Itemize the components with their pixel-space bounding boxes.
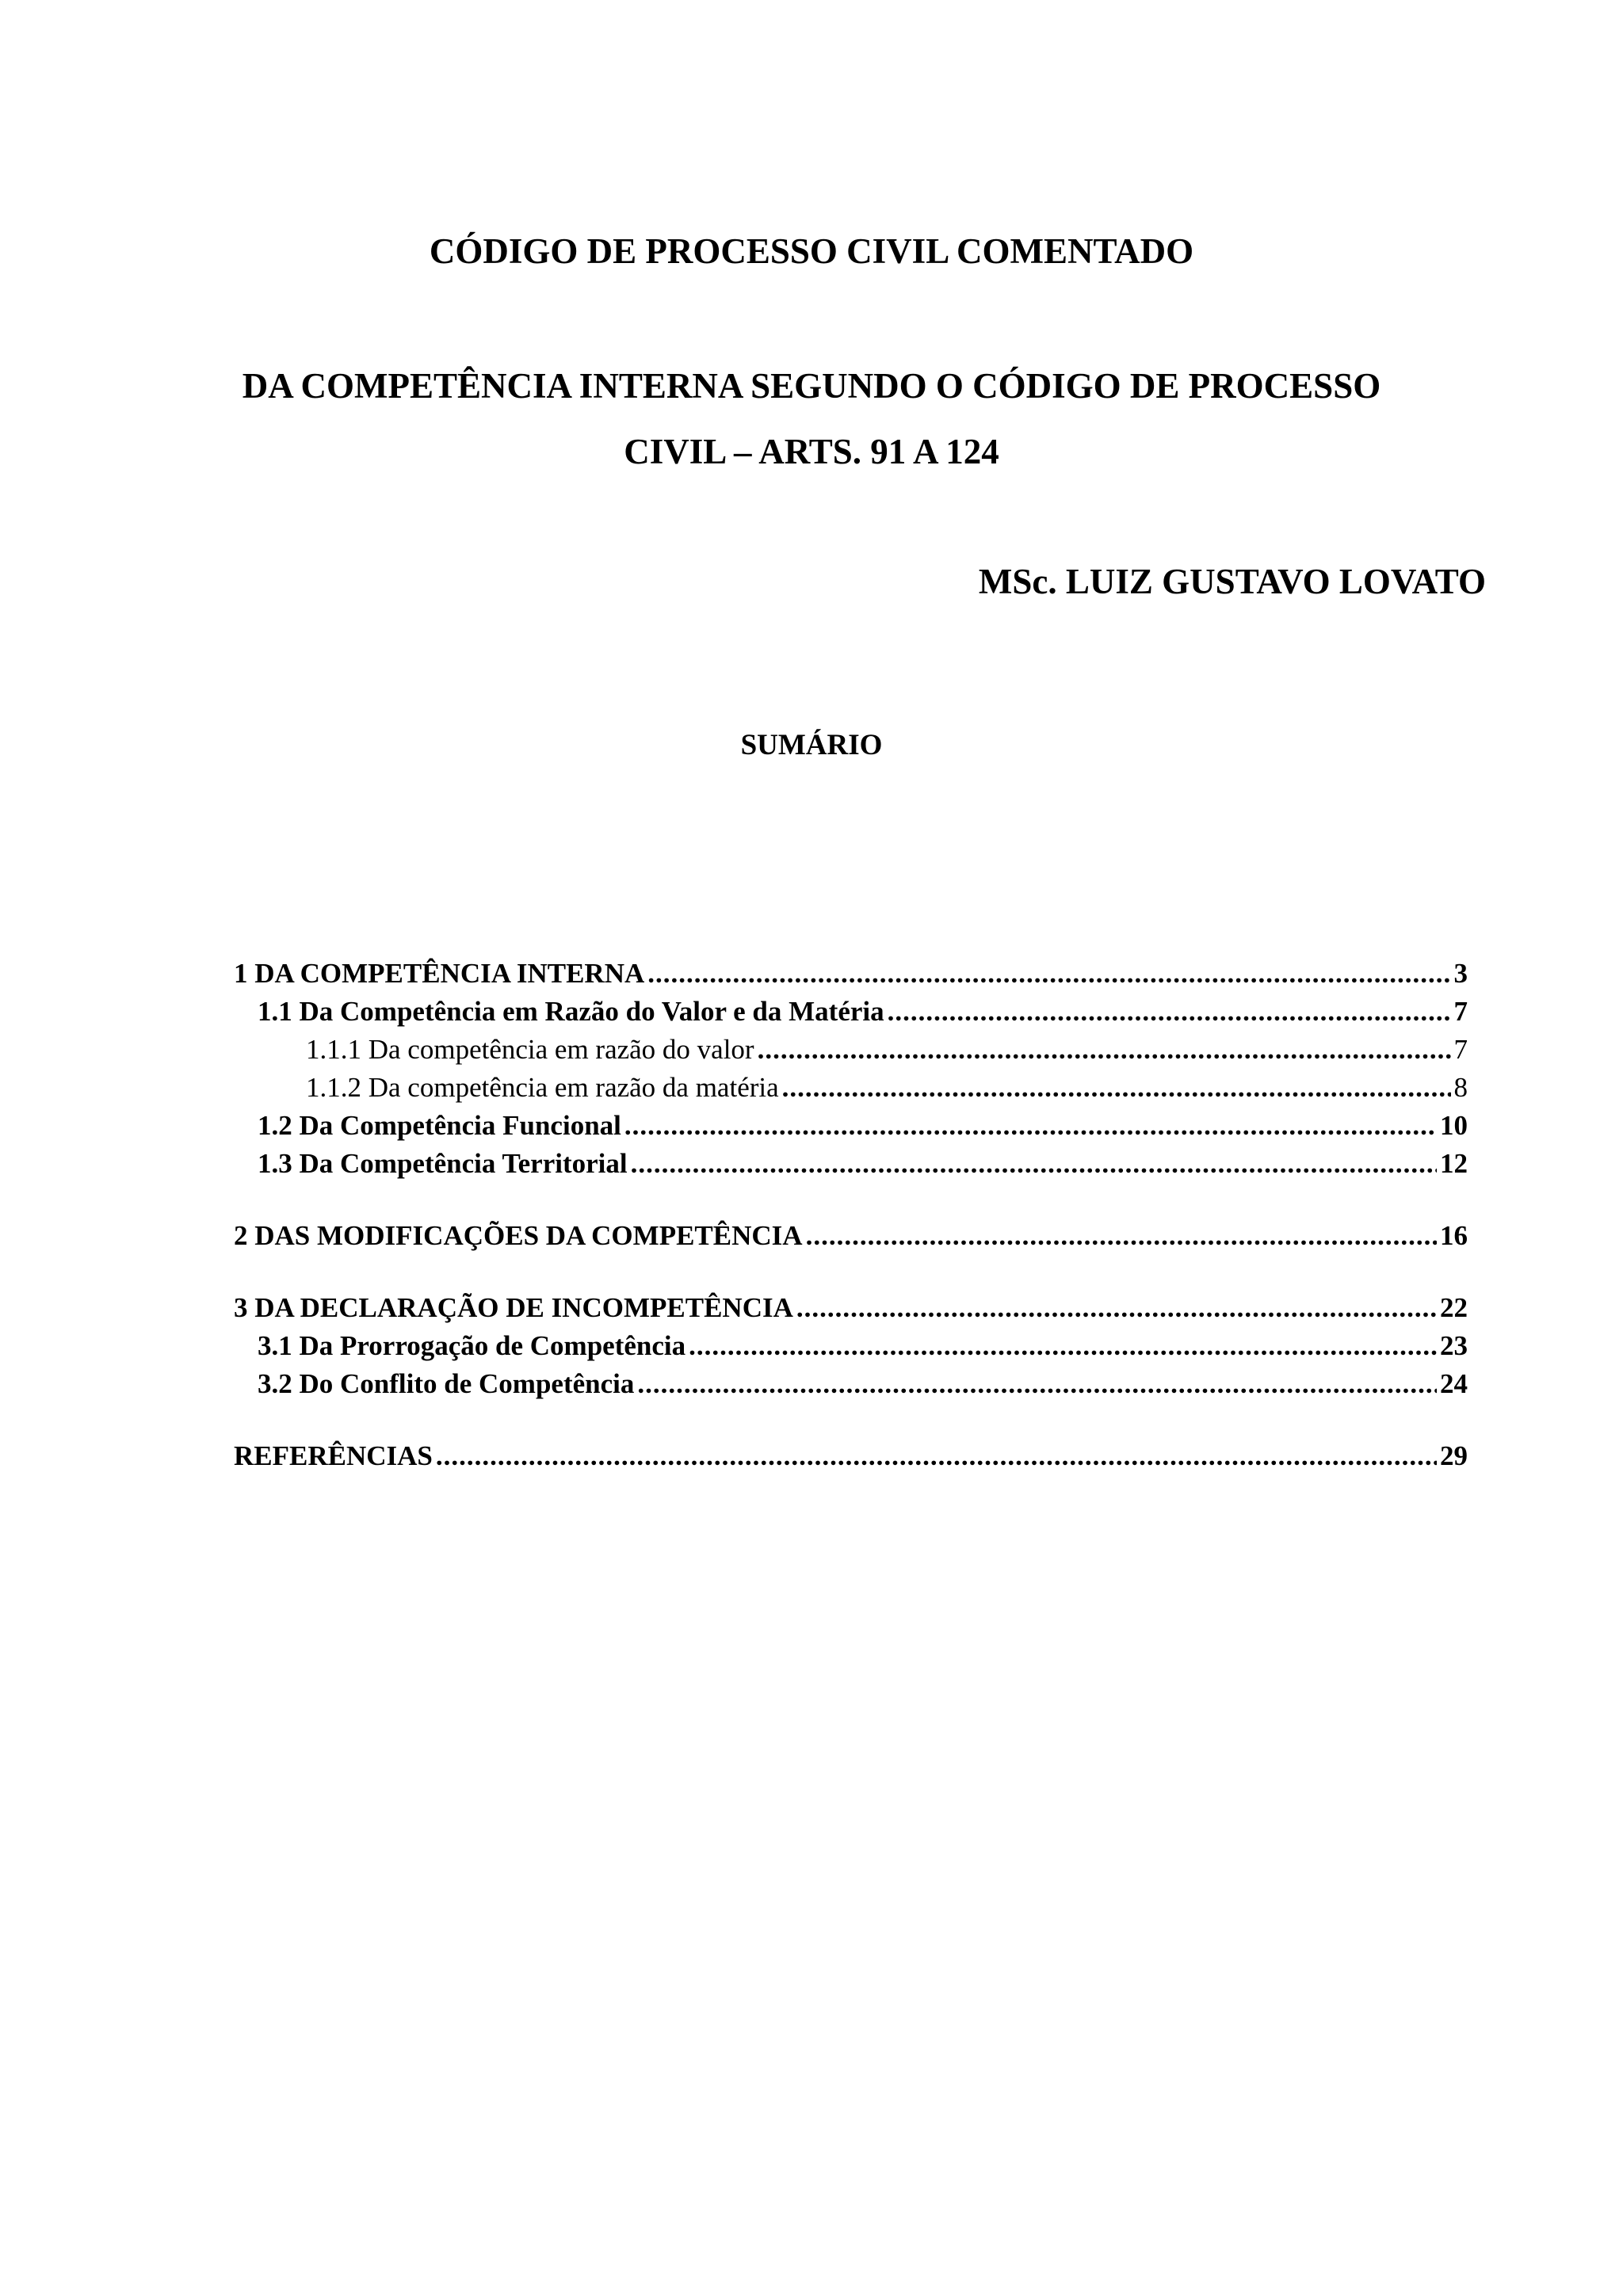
- toc-entry-page: 16: [1440, 1220, 1468, 1251]
- toc-entry[interactable]: [234, 1069, 1468, 1107]
- toc-entry[interactable]: [234, 1031, 1468, 1069]
- toc-entry[interactable]: [234, 1145, 1468, 1183]
- toc-entry[interactable]: [234, 1107, 1468, 1145]
- toc-entry-label: 2 DAS MODIFICAÇÕES DA COMPETÊNCIA: [234, 1220, 803, 1251]
- toc-entry[interactable]: [234, 955, 1468, 993]
- toc-entry-page: 8: [1453, 1072, 1468, 1103]
- table-of-contents: [234, 955, 1468, 1475]
- toc-dot-leader: [436, 1437, 1437, 1475]
- toc-dot-leader: [758, 1031, 1451, 1069]
- toc-entry-page: 24: [1440, 1368, 1468, 1399]
- toc-entry[interactable]: [234, 993, 1468, 1031]
- toc-entry-page: 3: [1453, 958, 1468, 989]
- toc-entry-page: 7: [1453, 996, 1468, 1027]
- toc-dot-leader: [782, 1069, 1451, 1107]
- toc-entry-label: 1 DA COMPETÊNCIA INTERNA: [234, 958, 645, 989]
- toc-entry-label: REFERÊNCIAS: [234, 1440, 433, 1471]
- summary-heading: SUMÁRIO: [740, 729, 883, 761]
- toc-entry-page: 10: [1440, 1110, 1468, 1141]
- toc-entry-page: 12: [1440, 1148, 1468, 1179]
- toc-entry-label: 1.1 Da Competência em Razão do Valor e da Matéria: [258, 996, 884, 1027]
- toc-entry-label: 1.3 Da Competência Territorial: [258, 1148, 628, 1179]
- toc-dot-leader: [647, 955, 1450, 993]
- document-subtitle-line-2: CIVIL – ARTS. 91 A 124: [624, 432, 999, 471]
- toc-entry-label: 1.1.1 Da competência em razão do valor: [306, 1034, 754, 1065]
- toc-dot-leader: [888, 993, 1451, 1031]
- toc-entry-label: 1.1.2 Da competência em razão da matéria: [306, 1072, 779, 1103]
- toc-entry[interactable]: [234, 1289, 1468, 1327]
- toc-dot-leader: [631, 1145, 1437, 1183]
- author-name: MSc. LUIZ GUSTAVO LOVATO: [978, 562, 1486, 601]
- toc-entry[interactable]: [234, 1437, 1468, 1475]
- document-title: CÓDIGO DE PROCESSO CIVIL COMENTADO: [429, 231, 1194, 271]
- toc-entry-page: 7: [1453, 1034, 1468, 1065]
- toc-entry[interactable]: [234, 1365, 1468, 1403]
- toc-entry-label: 3 DA DECLARAÇÃO DE INCOMPETÊNCIA: [234, 1292, 793, 1323]
- toc-entry-label: 3.2 Do Conflito de Competência: [258, 1368, 635, 1399]
- document-subtitle-line-1: DA COMPETÊNCIA INTERNA SEGUNDO O CÓDIGO DE PROCESSO: [242, 366, 1381, 406]
- toc-dot-leader: [806, 1217, 1437, 1255]
- toc-entry-page: 29: [1440, 1440, 1468, 1471]
- toc-entry[interactable]: [234, 1327, 1468, 1365]
- toc-dot-leader: [637, 1365, 1437, 1403]
- toc-entry-label: 3.1 Da Prorrogação de Competência: [258, 1330, 686, 1361]
- toc-entry-page: 22: [1440, 1292, 1468, 1323]
- toc-entry-page: 23: [1440, 1330, 1468, 1361]
- toc-entry-label: 1.2 Da Competência Funcional: [258, 1110, 621, 1141]
- toc-entry[interactable]: [234, 1217, 1468, 1255]
- toc-dot-leader: [796, 1289, 1437, 1327]
- toc-dot-leader: [689, 1327, 1437, 1365]
- toc-dot-leader: [624, 1107, 1437, 1145]
